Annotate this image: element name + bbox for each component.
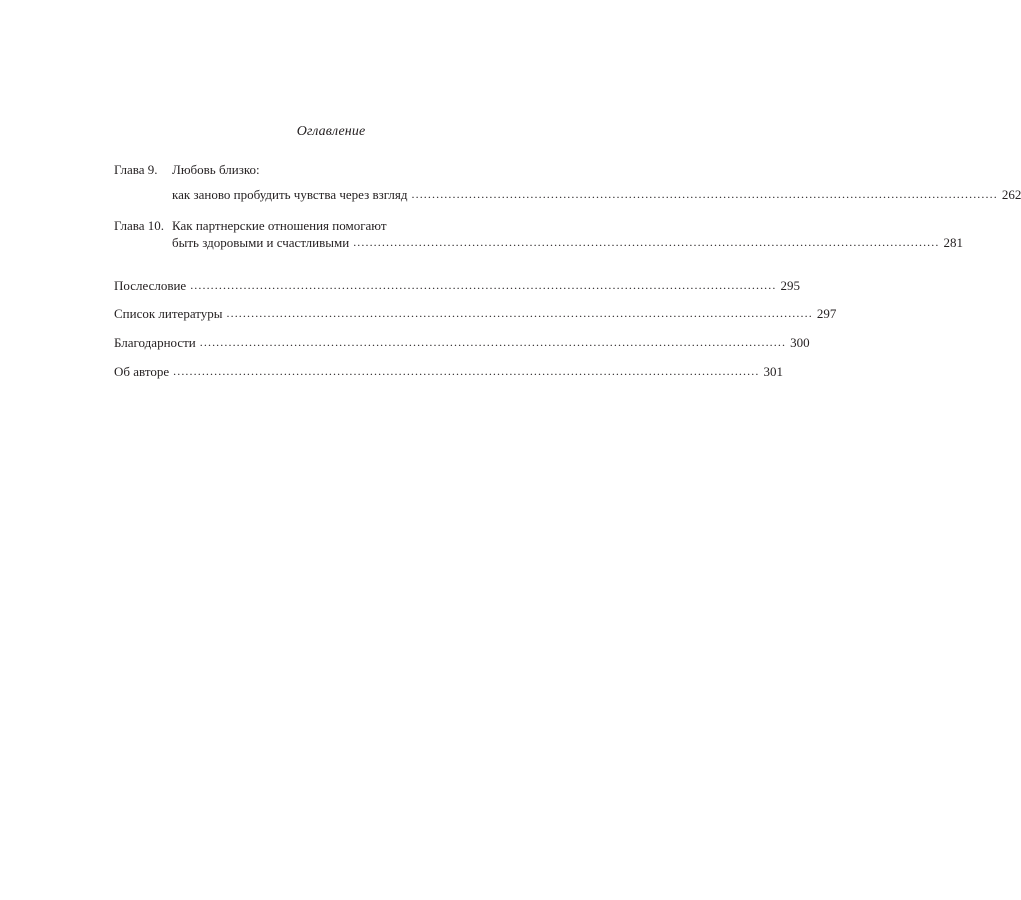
toc-entry-chapter-10[interactable]	[172, 235, 963, 251]
toc-entry-chapter-9-heading[interactable]	[114, 162, 570, 178]
dot-leader: ...............................................................................................................................................	[173, 364, 760, 378]
chapter-label: Глава 9.	[114, 162, 158, 177]
chapter-title-line1: Любовь близко:	[172, 162, 260, 177]
toc-entry-chapter-9[interactable]	[172, 187, 1021, 203]
dot-leader: ...............................................................................................................................................	[411, 187, 998, 201]
toc-entry-afterword[interactable]	[114, 278, 800, 294]
chapter-title-line2: как заново пробудить чувства через взгляд	[172, 187, 408, 202]
toc-entry-acknowledgments[interactable]	[114, 335, 810, 351]
section-title: Об авторе	[114, 364, 170, 379]
dot-leader: ...............................................................................................................................................	[190, 278, 777, 292]
dot-leader: ...............................................................................................................................................	[226, 306, 813, 320]
page-number: 281	[943, 235, 963, 250]
page-number: 300	[790, 335, 810, 350]
section-title: Благодарности	[114, 335, 196, 350]
toc-entry-bibliography[interactable]	[114, 306, 837, 322]
dot-leader: ...............................................................................................................................................	[199, 335, 787, 349]
section-title: Послесловие	[114, 278, 187, 293]
chapter-label: Глава 10.	[114, 218, 165, 233]
section-title: Список литературы	[114, 306, 223, 321]
page-number: 262	[1001, 187, 1021, 202]
chapter-title-line1: Как партнерские отношения помогают	[172, 218, 387, 233]
page-number: 295	[780, 278, 800, 293]
toc-entry-about-author[interactable]	[114, 364, 783, 380]
page-number: 301	[763, 364, 783, 379]
toc-entry-chapter-10-heading[interactable]	[114, 218, 570, 234]
chapter-title-line2: быть здоровыми и счастливыми	[172, 235, 350, 250]
page-number: 297	[816, 306, 837, 321]
dot-leader: ...............................................................................................................................................	[353, 235, 940, 249]
toc-title: Оглавление	[296, 124, 366, 139]
